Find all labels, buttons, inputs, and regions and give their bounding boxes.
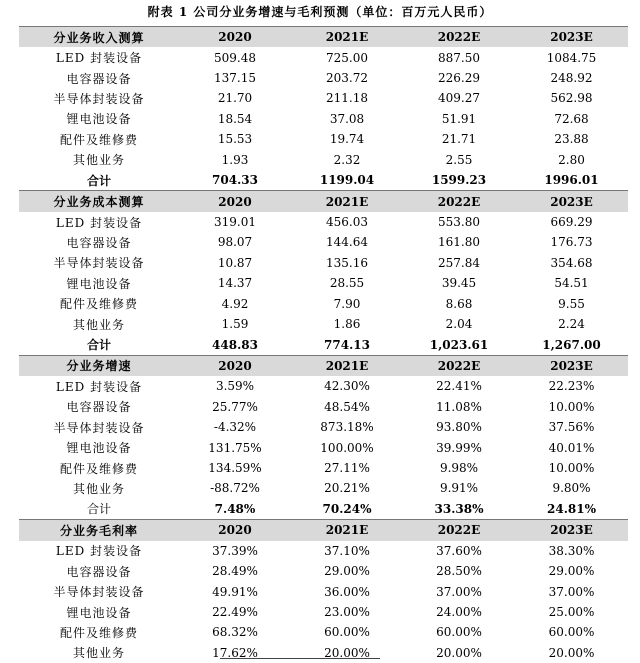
table-row [19, 397, 628, 417]
cell-value: 2.04 [445, 317, 473, 332]
table-row [19, 68, 628, 88]
year-header: 2021E [291, 520, 403, 541]
row-label: 其他业务 [72, 481, 125, 496]
cell-value: 161.80 [438, 235, 480, 250]
row-label: 锂电池设备 [66, 441, 132, 456]
table-row [19, 273, 628, 293]
cell-value: 27.11% [324, 461, 370, 476]
cell-value: 28.49% [212, 564, 258, 579]
cell-value: 248.92 [550, 71, 593, 86]
year-header: 2020 [179, 191, 291, 212]
table-title: 附表 1 公司分业务增速与毛利预测（单位：百万元人民币） [147, 5, 493, 19]
year-header: 2021E [291, 27, 403, 48]
cell-value: 23.88 [554, 132, 589, 147]
cell-value: 1.86 [333, 317, 361, 332]
row-label: 半导体封装设备 [53, 420, 145, 435]
year-header: 2022E [403, 27, 515, 48]
forecast-table [19, 26, 628, 663]
cell-value: 144.64 [326, 235, 368, 250]
cell-value: 28.50% [436, 564, 482, 579]
row-label: 其他业务 [72, 646, 125, 661]
cell-value: 4.92 [221, 296, 249, 311]
cell-value: 873.18% [320, 420, 374, 435]
cell-value: 54.51 [554, 276, 589, 291]
table-row [19, 458, 628, 478]
year-header: 2020 [179, 355, 291, 376]
cell-value: 48.54% [324, 399, 370, 414]
cell-value: 22.49% [212, 605, 258, 620]
cell-value: 226.29 [438, 71, 480, 86]
row-label: 其他业务 [72, 153, 125, 168]
row-label: 半导体封装设备 [53, 585, 145, 600]
total-row [19, 170, 628, 191]
cell-value: 10.00% [548, 399, 595, 414]
table-row [19, 437, 628, 457]
cell-value: 14.37 [217, 276, 253, 291]
footer-rule [220, 658, 380, 662]
total-value: 448.83 [179, 334, 291, 355]
cell-value: 725.00 [326, 50, 368, 65]
total-value: 774.13 [291, 334, 403, 355]
row-label: 配件及维修费 [59, 297, 138, 312]
cell-value: 319.01 [214, 215, 256, 229]
cell-value: 39.45 [441, 276, 477, 291]
cell-value: 509.48 [214, 50, 256, 65]
table-row [19, 581, 628, 601]
row-label: 电容器设备 [66, 71, 132, 86]
row-label: LED 封装设备 [55, 215, 143, 230]
cell-value: 19.74 [329, 132, 365, 147]
total-value: 33.38% [403, 499, 515, 520]
cell-value: 1.59 [221, 317, 249, 332]
cell-value: 211.18 [326, 91, 368, 106]
cell-value: 131.75% [208, 440, 262, 455]
cell-value: 10.87 [217, 255, 253, 270]
cell-value: 135.16 [326, 255, 368, 270]
total-value: 704.33 [179, 170, 291, 191]
cell-value: 2.32 [333, 152, 361, 167]
total-value: 1199.04 [291, 170, 403, 191]
cell-value: 9.80% [552, 481, 591, 496]
cell-value: 2.80 [558, 152, 585, 167]
cell-value: 100.00% [320, 440, 374, 455]
row-label: 配件及维修费 [59, 461, 138, 476]
cell-value: 37.56% [548, 420, 595, 435]
year-header: 2023E [515, 520, 628, 541]
year-header: 2023E [515, 191, 628, 212]
table-row [19, 109, 628, 129]
total-row [19, 334, 628, 355]
cell-value: 60.00% [548, 625, 595, 640]
table-row [19, 232, 628, 252]
cell-value: 9.55 [558, 296, 585, 311]
cell-value: 1084.75 [546, 50, 597, 65]
cell-value: 40.01% [548, 440, 595, 455]
total-value: 7.48% [179, 499, 291, 520]
cell-value: 257.84 [438, 255, 480, 270]
table-row [19, 129, 628, 149]
cell-value: 21.70 [217, 91, 253, 106]
cell-value: 22.41% [436, 379, 482, 394]
cell-value: 21.71 [441, 132, 477, 147]
section-title: 分业务增速 [19, 355, 179, 376]
table-row [19, 88, 628, 108]
cell-value: 409.27 [438, 91, 480, 106]
cell-value: 553.80 [438, 215, 480, 229]
cell-value: -4.32% [213, 420, 257, 435]
section-header-cost [19, 191, 628, 212]
cell-value: 60.00% [324, 625, 370, 640]
cell-value: 37.60% [436, 543, 482, 558]
row-label: 配件及维修费 [59, 625, 138, 640]
row-label: 电容器设备 [66, 564, 132, 579]
table-row [19, 253, 628, 273]
table-row [19, 212, 628, 232]
year-header: 2022E [403, 520, 515, 541]
cell-value: 39.99% [436, 440, 482, 455]
row-label: LED 封装设备 [55, 379, 143, 394]
cell-value: 7.90 [333, 296, 361, 311]
cell-value: 137.15 [214, 71, 256, 86]
total-value: 1,267.00 [515, 334, 628, 355]
cell-value: 37.10% [324, 543, 370, 558]
cell-value: 60.00% [436, 625, 482, 640]
cell-value: 3.59% [215, 379, 255, 394]
row-label: 锂电池设备 [66, 605, 132, 620]
cell-value: 2.55 [445, 152, 473, 167]
forecast-table-body [19, 27, 628, 663]
row-label: 配件及维修费 [59, 132, 138, 147]
section-title: 分业务成本测算 [19, 191, 179, 212]
cell-value: 669.29 [550, 215, 593, 229]
year-header: 2020 [179, 27, 291, 48]
cell-value: 203.72 [326, 71, 368, 86]
cell-value: 11.08% [436, 399, 482, 414]
year-header: 2021E [291, 355, 403, 376]
cell-value: 9.91% [439, 481, 479, 496]
cell-value: 20.21% [324, 481, 370, 496]
cell-value: -88.72% [210, 481, 260, 496]
year-header: 2020 [179, 520, 291, 541]
table-row [19, 622, 628, 642]
year-header: 2022E [403, 355, 515, 376]
cell-value: 456.03 [326, 215, 368, 229]
cell-value: 22.23% [548, 379, 595, 394]
cell-value: 29.00% [548, 564, 595, 579]
cell-value: 20.00% [548, 645, 595, 660]
cell-value: 354.68 [550, 255, 593, 270]
cell-value: 562.98 [550, 91, 593, 106]
year-header: 2021E [291, 191, 403, 212]
row-label: 其他业务 [72, 317, 125, 332]
section-title: 分业务毛利率 [19, 520, 179, 541]
cell-value: 36.00% [324, 584, 370, 599]
cell-value: 37.39% [212, 543, 258, 558]
table-row [19, 602, 628, 622]
section-header-growth [19, 355, 628, 376]
total-value: 24.81% [515, 499, 628, 520]
section-header-margin [19, 520, 628, 541]
row-label: LED 封装设备 [55, 544, 143, 559]
row-label: 锂电池设备 [66, 112, 132, 127]
cell-value: 37.08 [329, 111, 365, 126]
year-header: 2022E [403, 191, 515, 212]
cell-value: 15.53 [217, 132, 253, 147]
row-label: 电容器设备 [66, 235, 132, 250]
table-row [19, 47, 628, 67]
row-label: 半导体封装设备 [53, 91, 145, 106]
cell-value: 17.62% [212, 645, 258, 660]
section-header-revenue [19, 27, 628, 48]
cell-value: 134.59% [208, 461, 262, 476]
table-row [19, 376, 628, 396]
cell-value: 72.68 [554, 111, 589, 126]
cell-value: 42.30% [324, 379, 370, 394]
total-label: 合计 [19, 170, 179, 191]
cell-value: 37.00% [548, 584, 595, 599]
cell-value: 24.00% [436, 605, 482, 620]
cell-value: 93.80% [436, 420, 482, 435]
cell-value: 8.68 [445, 296, 473, 311]
row-label: LED 封装设备 [55, 51, 143, 66]
year-header: 2023E [515, 355, 628, 376]
total-row [19, 499, 628, 520]
total-label: 合计 [19, 334, 179, 355]
year-header: 2023E [515, 27, 628, 48]
cell-value: 49.91% [212, 584, 258, 599]
section-title: 分业务收入测算 [19, 27, 179, 48]
cell-value: 20.00% [436, 645, 482, 660]
table-row [19, 561, 628, 581]
table-row [19, 417, 628, 437]
cell-value: 1.93 [221, 152, 249, 167]
total-value: 1,023.61 [403, 334, 515, 355]
table-row [19, 293, 628, 313]
total-value: 70.24% [291, 499, 403, 520]
row-label: 半导体封装设备 [53, 256, 145, 271]
table-row [19, 314, 628, 334]
cell-value: 176.73 [550, 235, 593, 250]
total-value: 1599.23 [403, 170, 515, 191]
cell-value: 28.55 [329, 276, 365, 291]
cell-value: 20.00% [324, 645, 370, 660]
row-label: 锂电池设备 [66, 276, 132, 291]
table-row [19, 541, 628, 561]
cell-value: 29.00% [324, 564, 370, 579]
cell-value: 38.30% [548, 543, 595, 558]
cell-value: 9.98% [439, 461, 479, 476]
table-row [19, 478, 628, 498]
cell-value: 25.77% [212, 399, 258, 414]
cell-value: 10.00% [548, 461, 595, 476]
cell-value: 2.24 [558, 317, 585, 332]
cell-value: 25.00% [548, 605, 595, 620]
total-value: 1996.01 [515, 170, 628, 191]
row-label: 电容器设备 [66, 400, 132, 415]
cell-value: 23.00% [324, 605, 370, 620]
cell-value: 18.54 [217, 111, 253, 126]
cell-value: 887.50 [438, 50, 480, 65]
cell-value: 37.00% [436, 584, 482, 599]
cell-value: 51.91 [441, 111, 477, 126]
cell-value: 68.32% [212, 625, 258, 640]
total-label: 合计 [19, 499, 179, 520]
cell-value: 98.07 [217, 235, 253, 250]
table-row [19, 150, 628, 170]
